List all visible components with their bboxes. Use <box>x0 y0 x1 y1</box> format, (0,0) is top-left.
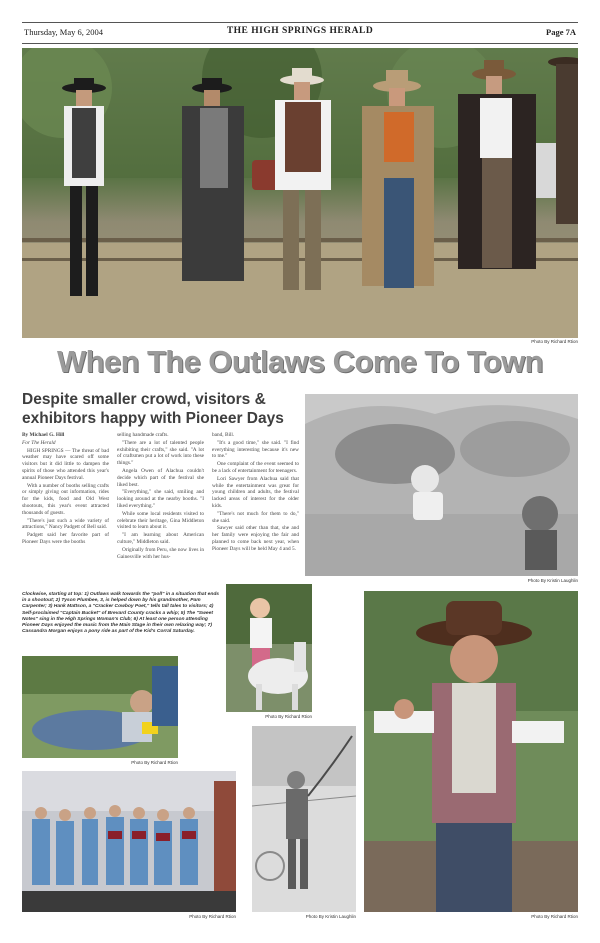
paragraph: "There are a lot of talented people exhibiting their crafts," she said. "A lot of craftsmen put a lot of work into these things." <box>117 439 204 467</box>
pony-ride-illustration <box>226 584 312 712</box>
page-number: Page 7A <box>546 27 576 37</box>
paragraph: Padgett said her favorite part of Pioneer Days were the booths <box>22 532 109 545</box>
relaxing-listener-photo <box>22 656 178 758</box>
relaxing-listener-illustration <box>22 656 178 758</box>
article-column-2 <box>117 432 204 561</box>
paragraph: Sawyer said other than that, she and her family were enjoying the fair and planned to come back next year, when Pioneer Days will be held May 4 and 5. <box>212 525 299 552</box>
newspaper-name: THE HIGH SPRINGS HERALD <box>226 26 374 36</box>
paragraph: While some local residents visited to celebrate their heritage, Gina Middleton visited to learn about it. <box>117 510 204 531</box>
paragraph: Originally from Peru, she now lives in Gainesville with her hus- <box>117 546 204 560</box>
issue-date: Thursday, May 6, 2004 <box>24 27 104 37</box>
headline: When The Outlaws Come To Town <box>56 344 544 379</box>
paragraph: Angela Owen of Alachua couldn't decide which part of the festival she liked best. <box>117 467 204 488</box>
sweet-notes-credit: Photo By Richard Rtion <box>189 914 236 919</box>
paragraph: "It's a good time," she said. "I find everything interesting because it's new to me." <box>212 439 299 460</box>
cowboy-poet-photo <box>364 591 578 912</box>
photo-caption: Clockwise, starting at top: 1) Outlaws walk towards the "poll" in a situation that ends in a shootout; 2) Tyson Plumbee, 3, is helped down by his grandmother, Pam Carpenter; 3) Hank Mattson, a "Cracker Cowboy Poet," tells tall tales to visitors; 4) Self-proclaimed "Captain Bucket" of Brevard County cracks a whip; 5) The "Sweet Notes" sing in the High Springs Woman's Club; 6) At least one person attending Pioneer Days enjoyed the music from the Main Stage in their own relaxing way; 7) Cassandra Morgan enjoys a pony ride as part of the Kid's Corral Saturday. <box>22 592 220 635</box>
paragraph: "I am learning about American culture," Middleton said. <box>117 532 204 545</box>
subhead: Despite smaller crowd, visitors & exhibitors happy with Pioneer Days <box>22 391 284 427</box>
byline: By Michael G. Hill <box>22 432 65 438</box>
outlaws-photo-credit: Photo By Richard Rtion <box>531 339 578 344</box>
article-column-3 <box>212 432 299 554</box>
kids-corral-credit: Photo By Kristin Laughlin <box>527 578 578 583</box>
outlaws-illustration <box>22 48 578 338</box>
kids-corral-photo <box>305 394 578 576</box>
bounce-house-illustration <box>305 394 578 576</box>
pony-ride-photo <box>226 584 312 712</box>
captain-bucket-photo <box>252 726 356 912</box>
page-header <box>22 22 578 44</box>
paragraph: band, Bill. <box>212 432 235 438</box>
cowboy-poet-illustration <box>364 591 578 912</box>
paragraph: "Everything," she said, smiling and looking around at the nearby booths. "I liked everything." <box>117 489 204 509</box>
cowboy-poet-credit: Photo By Richard Rtion <box>531 914 578 919</box>
paragraph: "There's just such a wide variety of attractions," Nancy Padgett of Bell said. <box>22 517 109 531</box>
pony-ride-credit: Photo By Richard Rtion <box>265 714 312 719</box>
paragraph: Lori Sawyer from Alachua said that while the entertainment was great for young children and adults, the festival lacked areas of interest for the older kids. <box>212 475 299 509</box>
paragraph: "There's not much for them to do," she said. <box>212 510 299 524</box>
paragraph: selling handmade crafts. <box>117 432 169 438</box>
sweet-notes-illustration <box>22 771 236 912</box>
sweet-notes-photo <box>22 771 236 912</box>
outlaws-photo <box>22 48 578 338</box>
byline-sub: For The Herald <box>22 439 56 446</box>
paragraph: One complaint of the event seemed to be a lack of entertainment for teenagers. <box>212 461 299 474</box>
captain-bucket-credit: Photo By Kristin Laughlin <box>305 914 356 919</box>
article-column-1 <box>22 432 109 547</box>
captain-bucket-illustration <box>252 726 356 912</box>
relaxing-listener-credit: Photo By Richard Rtion <box>131 760 178 765</box>
paragraph: HIGH SPRINGS — The threat of bad weather may have scared off some visitors but it did little to dampen the spirits of those who attended this year's annual Pioneer Days festival. <box>22 447 109 481</box>
paragraph: With a number of booths selling crafts or simply giving out information, rides for the kids, food and Old West shootouts, this year's event attracted thousands of guests. <box>22 482 109 516</box>
